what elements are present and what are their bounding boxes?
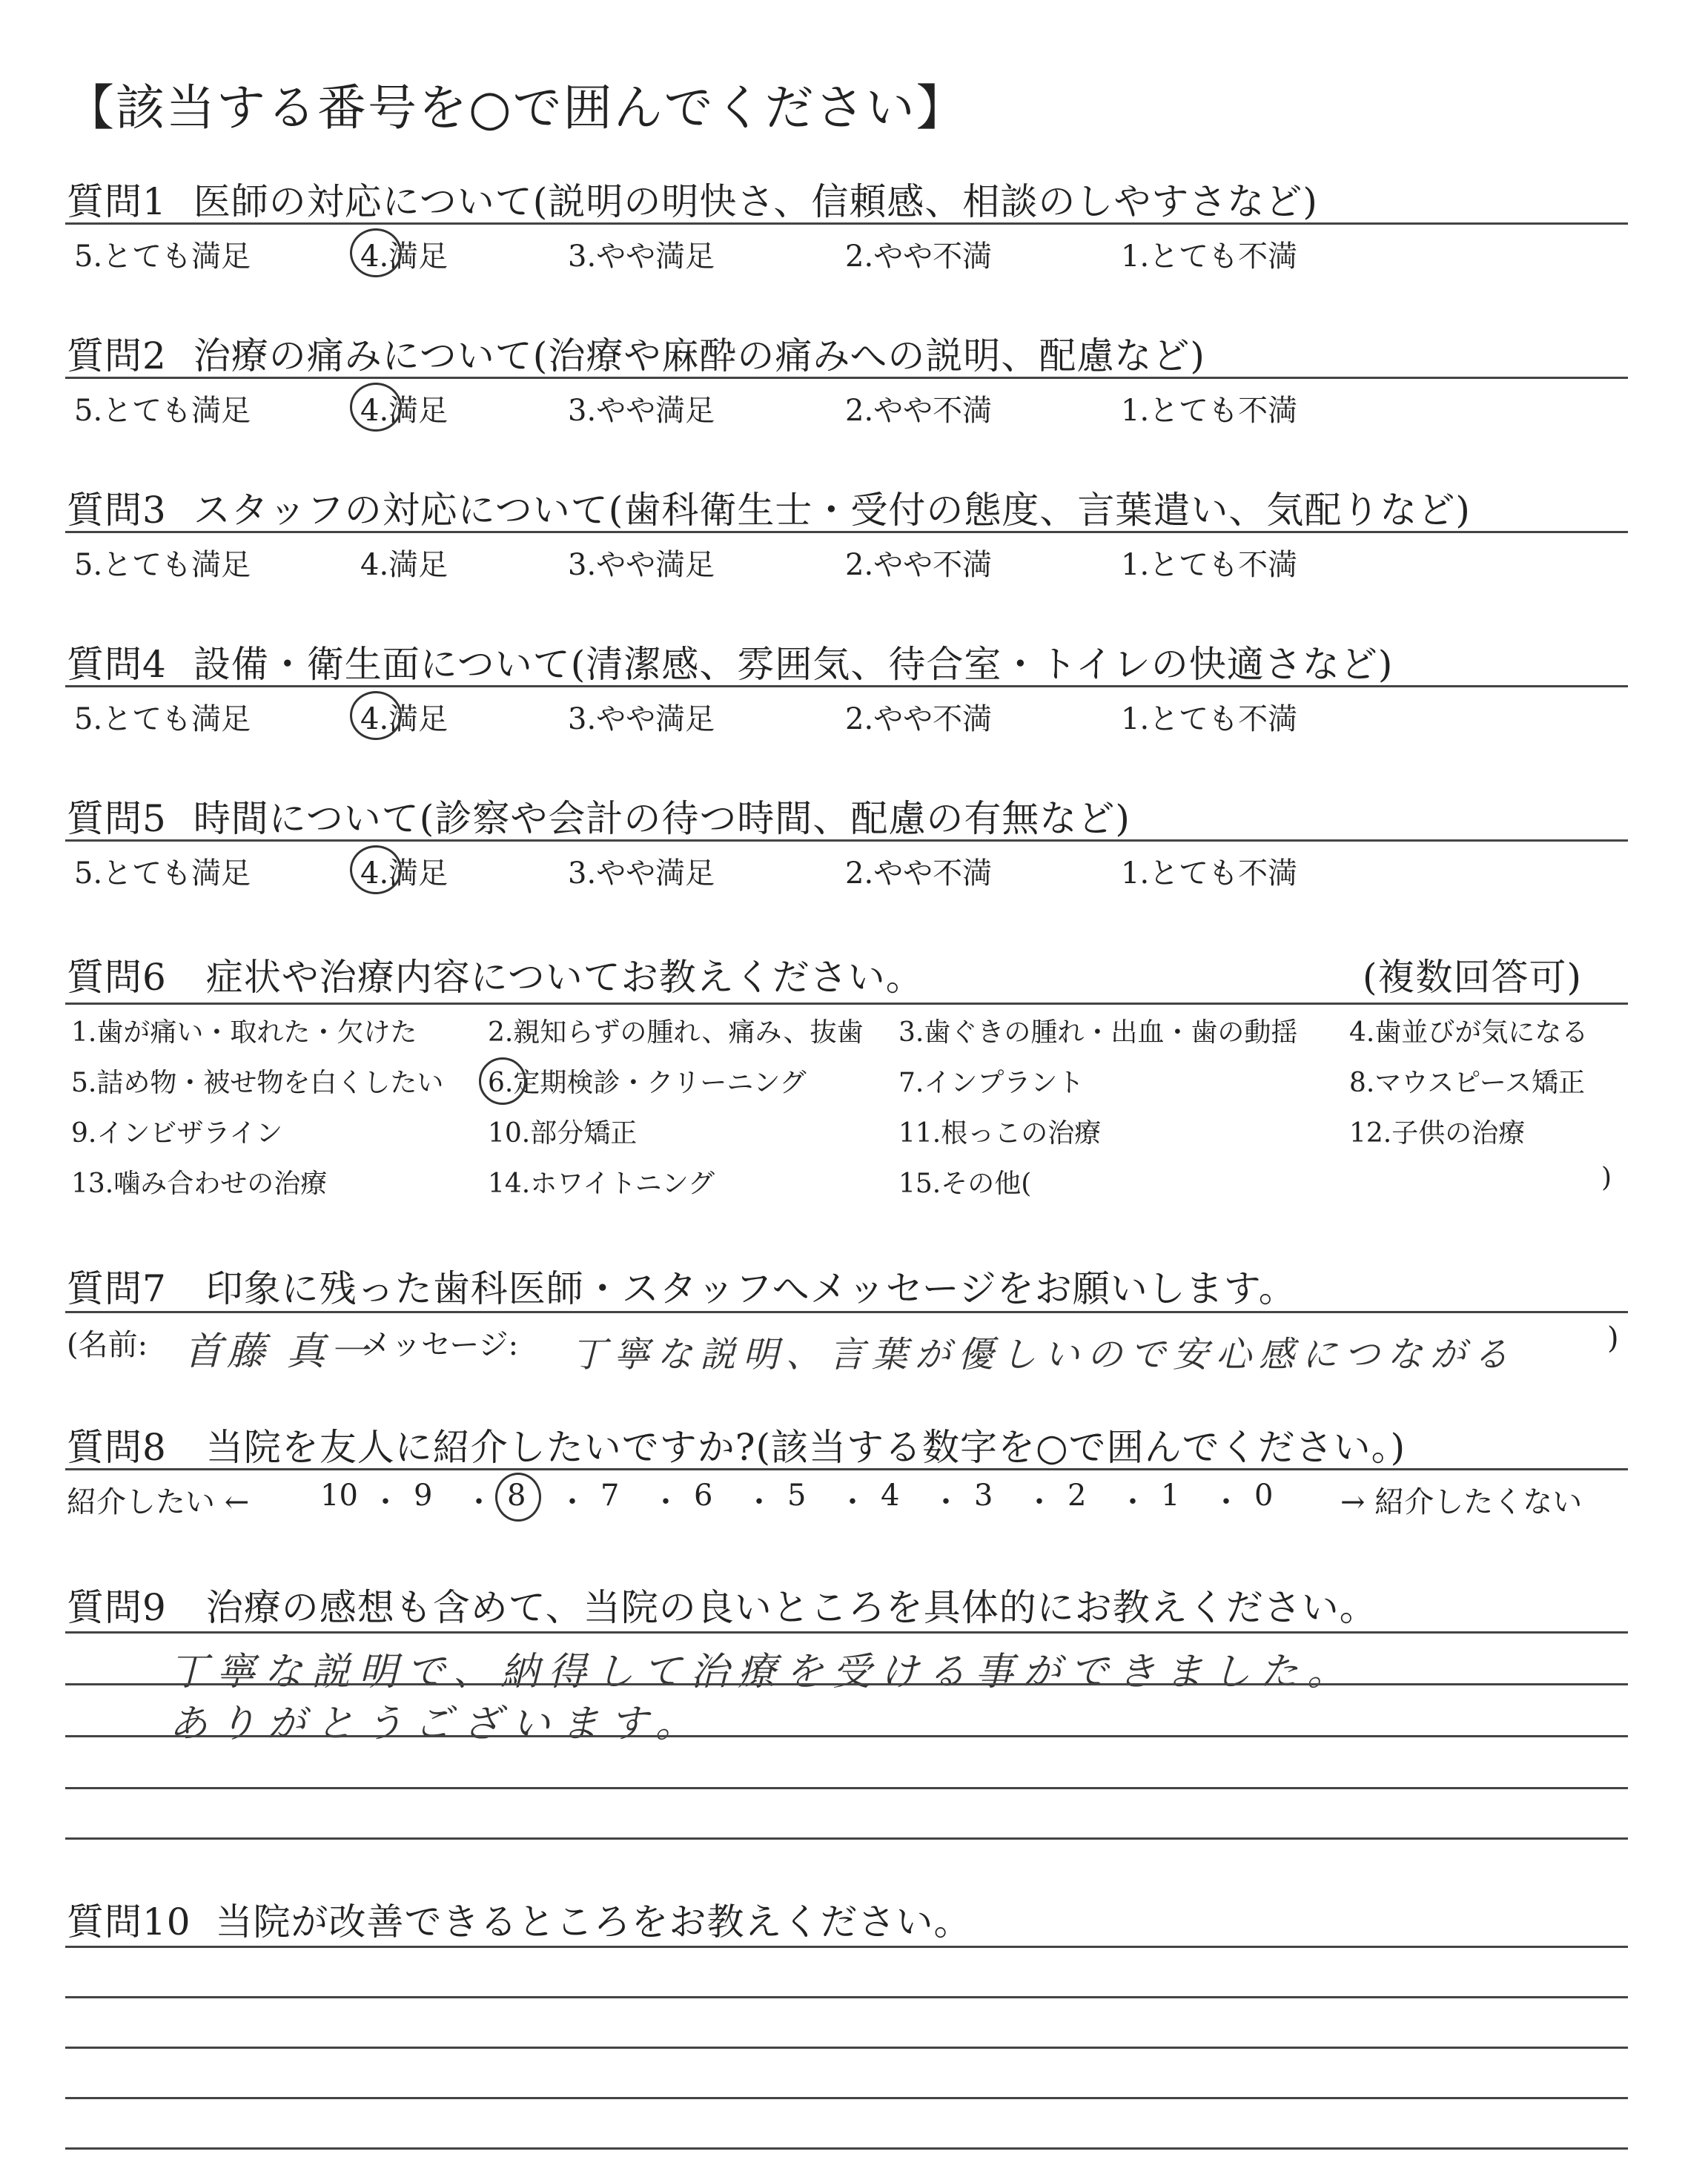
q1-option-2[interactable]: 2.やや不満 [845,240,993,274]
q5-option-4[interactable]: 4.満足 [360,856,448,891]
q2-text: 治療の痛みについて(治療や麻酔の痛みへの説明、配慮など) [193,334,1205,377]
q5-option-3[interactable]: 3.やや満足 [568,856,715,891]
q8-scale-0[interactable]: 0 [1254,1479,1274,1513]
q5-option-1[interactable]: 1.とても不満 [1121,856,1298,891]
q5-selection-circle [350,845,402,894]
q2-option-2[interactable]: 2.やや不満 [845,394,993,428]
q4-option-5[interactable]: 5.とても満足 [74,702,251,736]
q1-rule [65,222,1628,225]
q4-label: 質問4 [67,643,167,686]
q8-right-label: → 紹介したくない [1340,1485,1583,1519]
q6-option-8[interactable]: 8.マウスピース矯正 [1349,1068,1586,1098]
q1-option-3[interactable]: 3.やや満足 [568,240,715,274]
q8-scale-separator: ・ [744,1485,774,1519]
q6-option-15[interactable]: 15.その他( [898,1169,1032,1199]
q3-text: スタッフの対応について(歯科衛生士・受付の態度、言葉遣い、気配りなど) [193,489,1471,532]
q7-label: 質問7 [67,1267,167,1310]
q6-note: (複数回答可) [1363,956,1583,999]
q2-selection-circle [350,383,402,432]
q9-label: 質問9 [67,1586,167,1629]
q8-left-label: 紹介したい ← [67,1485,250,1519]
q3-label: 質問3 [67,489,167,532]
q1-label: 質問1 [67,180,167,223]
q9-text: 治療の感想も含めて、当院の良いところを具体的にお教えください。 [205,1586,1377,1629]
q6-option-11[interactable]: 11.根っこの治療 [898,1118,1102,1149]
q8-scale-separator: ・ [371,1485,400,1519]
q8-scale-8[interactable]: 8 [507,1479,526,1513]
q6-option-1[interactable]: 1.歯が痛い・取れた・欠けた [71,1017,417,1048]
q2-option-5[interactable]: 5.とても満足 [74,394,251,428]
q1-option-1[interactable]: 1.とても不満 [1121,240,1298,274]
q5-title [67,789,1131,842]
q6-text: 症状や治療内容についてお教えください。 [205,956,924,999]
q9-rule-2 [65,1683,1628,1685]
q8-scale-6[interactable]: 6 [694,1479,713,1513]
q9-rule-4 [65,1787,1628,1789]
q5-text: 時間について(診察や会計の待つ時間、配慮の有無など) [193,797,1131,840]
q2-option-4[interactable]: 4.満足 [360,394,448,428]
q6-option-10[interactable]: 10.部分矯正 [488,1118,638,1149]
q8-scale-9[interactable]: 9 [414,1479,433,1513]
q8-scale-separator: ・ [651,1485,681,1519]
q3-title [67,480,1471,534]
q4-option-1[interactable]: 1.とても不満 [1121,702,1298,736]
q6-option-14[interactable]: 14.ホワイトニング [488,1169,715,1199]
q8-rule [65,1468,1628,1470]
q7-name-label: (名前: [67,1328,148,1362]
q3-option-5[interactable]: 5.とても満足 [74,548,251,582]
q2-rule [65,377,1628,379]
q7-message-value: 丁寧な説明、言葉が優しいので安心感につながる [571,1334,1517,1375]
q7-rule [65,1311,1628,1313]
q8-scale-separator: ・ [931,1485,961,1519]
q10-rule-1 [65,1946,1628,1948]
q3-rule [65,531,1628,533]
q3-option-4[interactable]: 4.満足 [360,548,448,582]
q4-rule [65,685,1628,687]
q1-option-4[interactable]: 4.満足 [360,240,448,274]
q7-text: 印象に残った歯科医師・スタッフへメッセージをお願いします。 [205,1267,1297,1310]
q4-option-2[interactable]: 2.やや不満 [845,702,993,736]
q2-title [67,326,1205,380]
q1-option-5[interactable]: 5.とても満足 [74,240,251,274]
q8-scale-separator: ・ [464,1485,494,1519]
q10-rule-4 [65,2097,1628,2099]
q8-scale-separator: ・ [1118,1485,1148,1519]
q4-option-3[interactable]: 3.やや満足 [568,702,715,736]
q8-title [67,1418,1406,1471]
q6-option-7[interactable]: 7.インプラント [898,1068,1085,1098]
q10-rule-3 [65,2047,1628,2049]
q6-option-5[interactable]: 5.詰め物・被せ物を白くしたい [71,1068,444,1098]
q6-label: 質問6 [67,956,167,999]
q8-scale-4[interactable]: 4 [881,1479,900,1513]
q10-text: 当院が改善できるところをお教えください。 [215,1900,972,1943]
q6-selection-circle [479,1057,526,1105]
q4-text: 設備・衛生面について(清潔感、雰囲気、待合室・トイレの快適さなど) [193,643,1394,686]
q1-text: 医師の対応について(説明の明快さ、信頼感、相談のしやすさなど) [193,180,1318,223]
q9-rule-3 [65,1735,1628,1737]
q8-label: 質問8 [67,1426,167,1469]
q10-rule-2 [65,1996,1628,1998]
q2-option-3[interactable]: 3.やや満足 [568,394,715,428]
q8-scale-5[interactable]: 5 [787,1479,807,1513]
q6-option-3[interactable]: 3.歯ぐきの腫れ・出血・歯の動揺 [898,1017,1298,1048]
q7-message-label: メッセージ: [362,1328,519,1362]
form-title: 【該当する番号を○で囲んでください】 [65,79,967,136]
q6-option-6[interactable]: 6.定期検診・クリーニング [488,1068,807,1098]
q6-option-12[interactable]: 12.子供の治療 [1349,1118,1526,1149]
q8-scale-2[interactable]: 2 [1068,1479,1087,1513]
q3-option-3[interactable]: 3.やや満足 [568,548,715,582]
q5-option-5[interactable]: 5.とても満足 [74,856,251,891]
q9-rule-1 [65,1631,1628,1634]
q8-scale-separator: ・ [1025,1485,1054,1519]
q4-title [67,635,1393,688]
q10-rule-5 [65,2147,1628,2150]
q8-text: 当院を友人に紹介したいですか?(該当する数字を○で囲んでください。) [205,1426,1406,1469]
q4-option-4[interactable]: 4.満足 [360,702,448,736]
q6-option-9[interactable]: 9.インビザライン [71,1118,283,1149]
q3-option-2[interactable]: 2.やや不満 [845,548,993,582]
q1-title [67,172,1318,225]
q6-other-close: ) [1601,1163,1612,1193]
q8-scale-10[interactable]: 10 [320,1479,358,1513]
q9-rule-5 [65,1837,1628,1840]
q5-rule [65,839,1628,842]
q6-option-4[interactable]: 4.歯並びが気になる [1349,1017,1589,1048]
q5-label: 質問5 [67,797,167,840]
q8-scale-1[interactable]: 1 [1161,1479,1180,1513]
q8-scale-separator: ・ [1211,1485,1241,1519]
q8-scale-separator: ・ [557,1485,587,1519]
q6-title [67,948,924,1001]
q10-label: 質問10 [67,1900,191,1943]
q9-answer-line2: ありがとうございます。 [169,1702,704,1746]
q8-scale-7[interactable]: 7 [600,1479,620,1513]
q9-title [67,1578,1377,1631]
q5-option-2[interactable]: 2.やや不満 [845,856,993,891]
q6-rule [65,1003,1628,1005]
q8-selection-circle [495,1473,541,1522]
q2-option-1[interactable]: 1.とても不満 [1121,394,1298,428]
q2-label: 質問2 [67,334,167,377]
q10-title [67,1892,972,1946]
q7-close: ) [1607,1321,1619,1355]
q7-title [67,1259,1297,1312]
q8-scale-separator: ・ [838,1485,867,1519]
q3-option-1[interactable]: 1.とても不満 [1121,548,1298,582]
q4-selection-circle [350,691,402,740]
q6-option-13[interactable]: 13.噛み合わせの治療 [71,1169,328,1199]
q7-name-value: 首藤 真一 [184,1330,373,1374]
q9-answer-line1: 丁寧な説明で、納得して治療を受ける事ができました。 [169,1650,1354,1694]
q6-option-2[interactable]: 2.親知らずの腫れ、痛み、抜歯 [488,1017,864,1048]
q1-selection-circle [350,228,402,277]
q8-scale-3[interactable]: 3 [974,1479,993,1513]
